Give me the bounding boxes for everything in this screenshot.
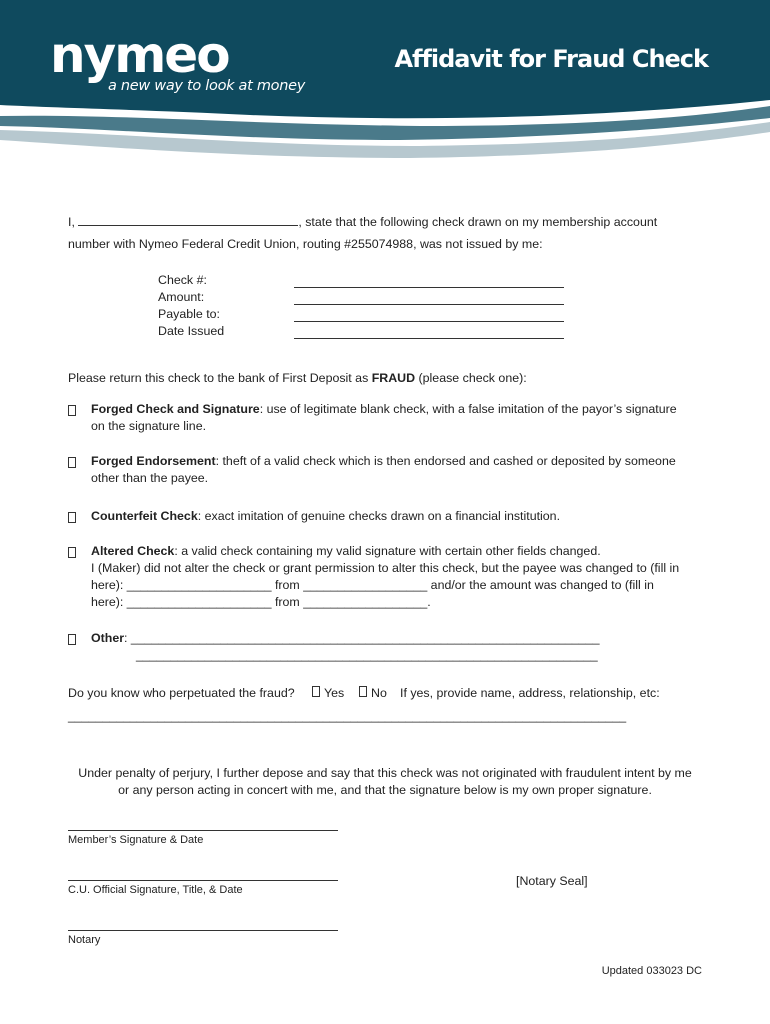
- field-label-payable-to: Payable to:: [158, 307, 220, 321]
- name-blank[interactable]: [78, 213, 298, 226]
- document-title: Affidavit for Fraud Check: [394, 45, 708, 73]
- no-checkbox[interactable]: [359, 686, 367, 697]
- option-altered-check: [91, 544, 601, 558]
- option-text: : theft of a valid check which is then endorsed and cashed or deposited by someone: [215, 454, 676, 468]
- forged-endorsement-checkbox[interactable]: [68, 457, 76, 468]
- notary-signature-line[interactable]: [68, 930, 338, 931]
- option-other: [91, 631, 600, 645]
- yes-option[interactable]: [312, 686, 344, 700]
- option-text: : a valid check containing my valid signature with certain other fields changed.: [174, 544, 601, 558]
- perpetrator-question: Do you know who perpetuated the fraud?: [68, 686, 295, 700]
- return-prompt-suffix: (please check one):: [415, 371, 527, 385]
- member-signature-label: Member’s Signature & Date: [68, 834, 204, 846]
- option-title: Counterfeit Check: [91, 509, 198, 523]
- perjury-line-2: or any person acting in concert with me, and that the signature below is my own proper signature.: [118, 783, 652, 797]
- intro-suffix: , state that the following check drawn on my membership account: [298, 215, 658, 229]
- field-label-date-issued: Date Issued: [158, 324, 225, 338]
- option-text: : use of legitimate blank check, with a false imitation of the payor’s signature: [259, 402, 677, 416]
- yes-label: Yes: [324, 686, 345, 700]
- option-forged-endorsement-cont: other than the payee.: [91, 471, 209, 485]
- footer-updated: Updated 033023 DC: [601, 965, 702, 977]
- header-banner: [0, 0, 770, 175]
- altered-check-checkbox[interactable]: [68, 547, 76, 558]
- no-label: No: [371, 686, 387, 700]
- logo-tagline: a new way to look at money: [108, 78, 306, 94]
- option-altered-check-line3: here): _____________________ from __________________ and/or the amount was changed to (fill in: [91, 578, 654, 592]
- intro-line-2: number with Nymeo Federal Credit Union, routing #255074988, was not issued by me:: [68, 237, 543, 251]
- official-signature-line[interactable]: [68, 880, 338, 881]
- payable-to-line[interactable]: [294, 321, 564, 322]
- option-forged-check: [91, 402, 677, 416]
- option-text: : exact imitation of genuine checks drawn on a financial institution.: [197, 509, 561, 523]
- forged-check-checkbox[interactable]: [68, 405, 76, 416]
- intro-line-1: [68, 213, 657, 229]
- option-title: Forged Check and Signature: [91, 402, 260, 416]
- option-title: Other: [91, 631, 125, 645]
- notary-label: Notary: [68, 934, 101, 946]
- date-issued-line[interactable]: [294, 338, 564, 339]
- perjury-line-1: Under penalty of perjury, I further depose and say that this check was not originated with fraudulent intent by me: [78, 766, 692, 780]
- option-forged-check-cont: on the signature line.: [91, 419, 207, 433]
- option-forged-endorsement: [91, 454, 676, 468]
- option-text: : ____________________________________________________________________: [124, 631, 600, 645]
- member-signature-line[interactable]: [68, 830, 338, 831]
- amount-line[interactable]: [294, 304, 564, 305]
- return-prompt-text: Please return this check to the bank of First Deposit as: [68, 371, 372, 385]
- return-prompt: [68, 371, 527, 385]
- nymeo-logo: nymeo: [50, 26, 229, 84]
- other-checkbox[interactable]: [68, 634, 76, 645]
- option-other-line2: ___________________________________________________________________: [136, 648, 598, 662]
- option-title: Altered Check: [91, 544, 175, 558]
- no-option[interactable]: [359, 686, 387, 700]
- fraud-word: FRAUD: [371, 371, 416, 385]
- perpetrator-details-line[interactable]: _________________________________________________________________________________: [68, 709, 627, 723]
- yes-checkbox[interactable]: [312, 686, 320, 697]
- notary-seal: [Notary Seal]: [516, 874, 588, 888]
- option-altered-check-line2: I (Maker) did not alter the check or grant permission to alter this check, but the payee was changed to (fill in: [91, 561, 680, 575]
- option-counterfeit-check: [91, 509, 560, 523]
- counterfeit-check-checkbox[interactable]: [68, 512, 76, 523]
- official-signature-label: C.U. Official Signature, Title, & Date: [68, 884, 243, 896]
- intro-prefix: I,: [68, 215, 75, 229]
- check-number-line[interactable]: [294, 287, 564, 288]
- perpetrator-followup: If yes, provide name, address, relationship, etc:: [400, 686, 660, 700]
- field-label-check-number: Check #:: [158, 273, 207, 287]
- option-title: Forged Endorsement: [91, 454, 216, 468]
- field-label-amount: Amount:: [158, 290, 205, 304]
- option-altered-check-line4: here): _____________________ from __________________.: [91, 595, 431, 609]
